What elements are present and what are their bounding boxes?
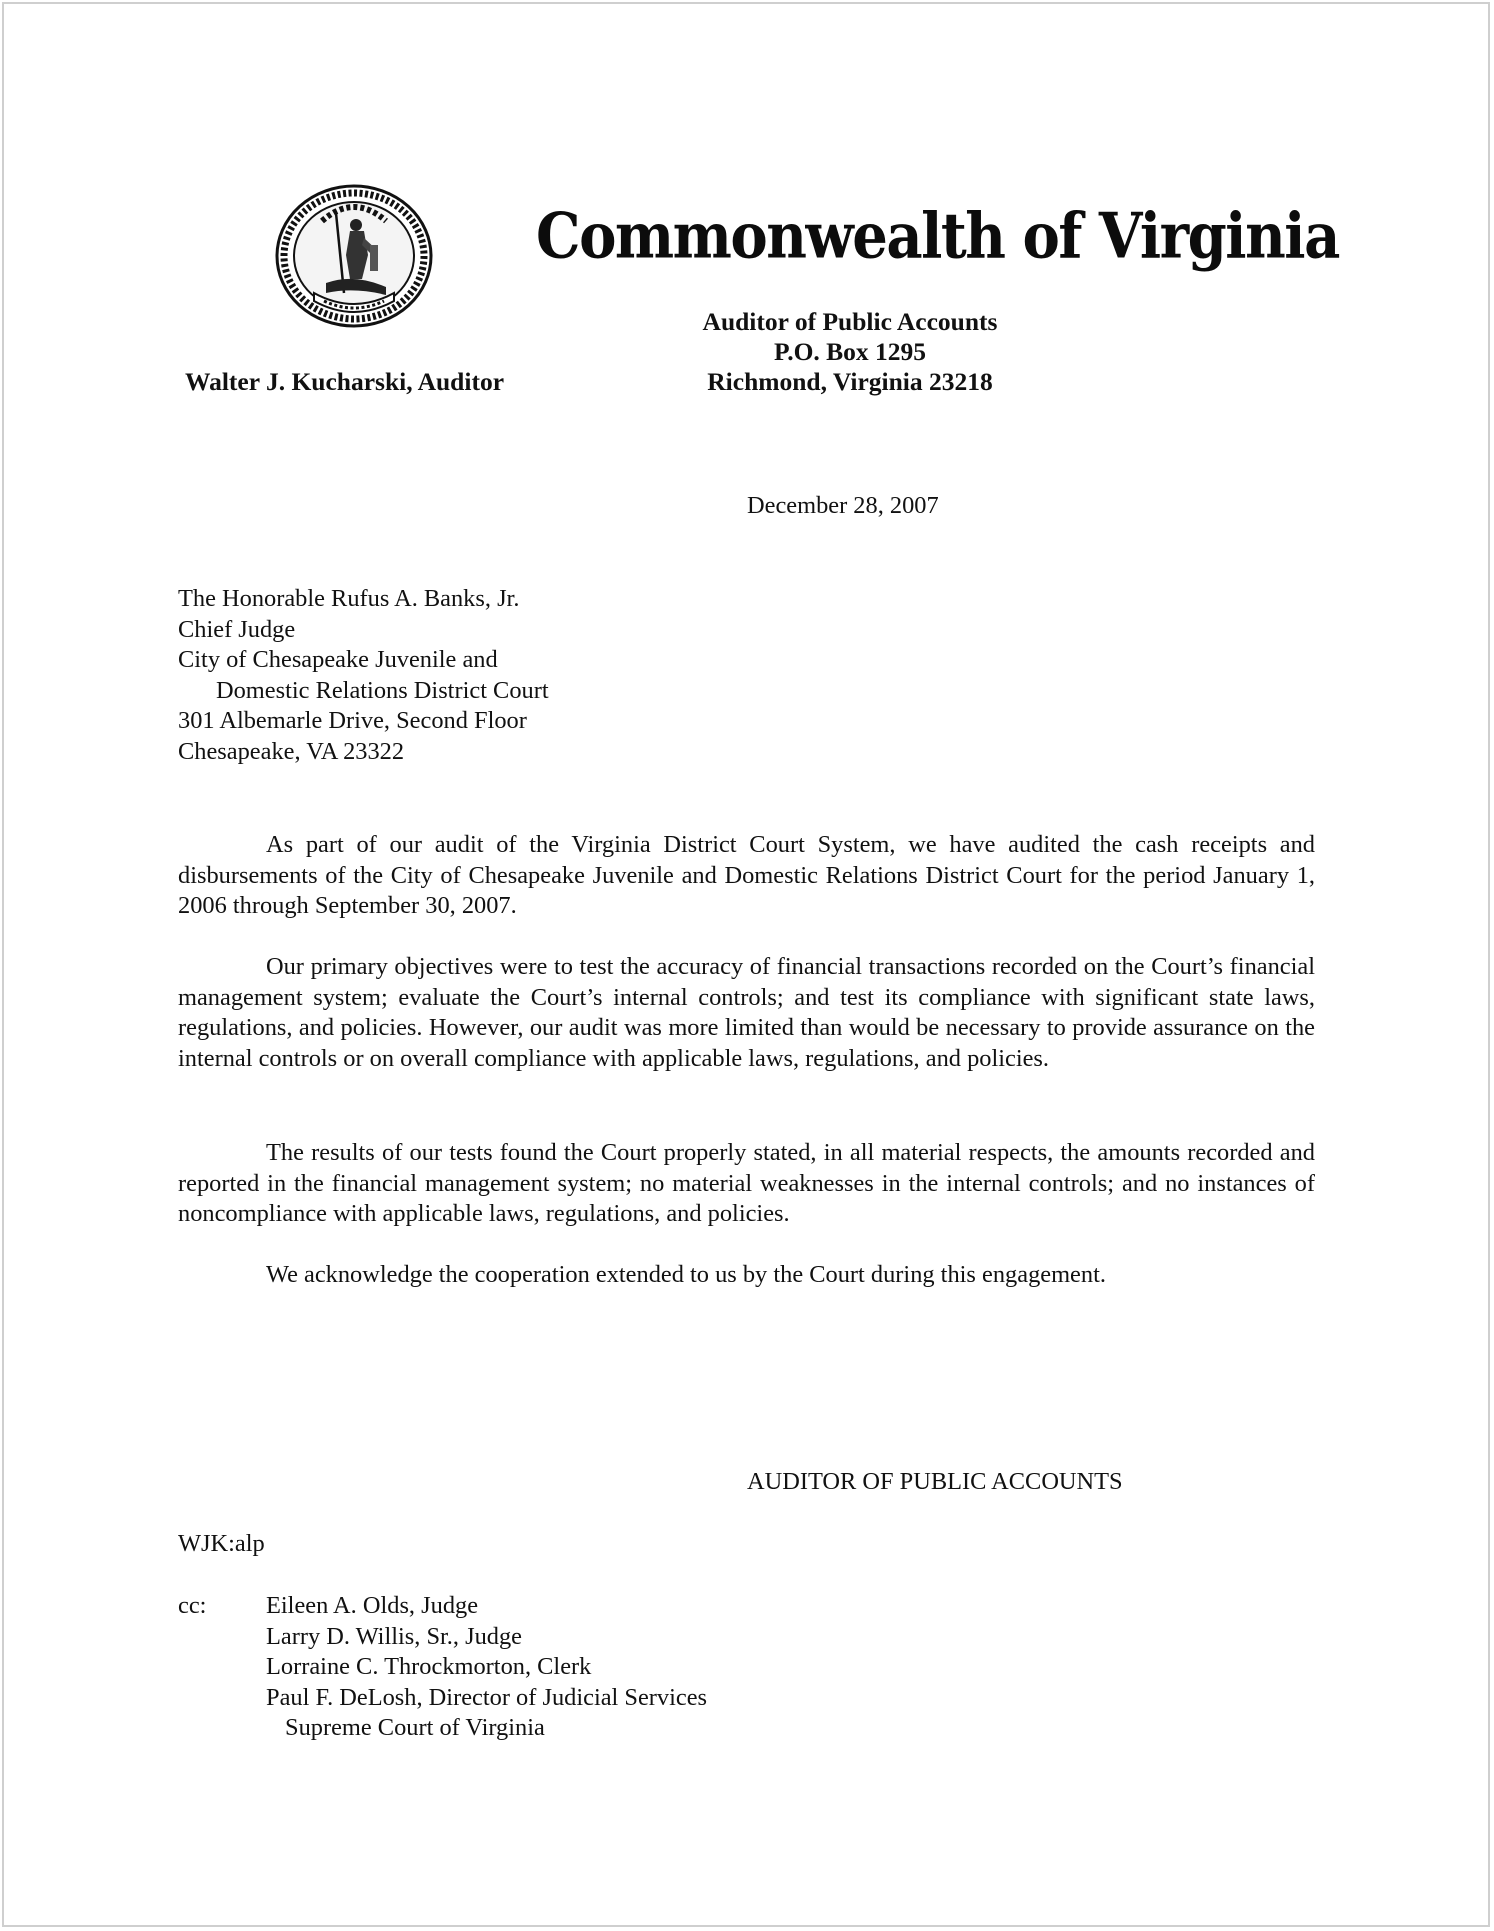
address-line: Chief Judge <box>178 615 296 643</box>
office-address-block <box>600 307 1100 397</box>
letter-date: December 28, 2007 <box>747 492 939 519</box>
body-paragraph: The results of our tests found the Court properly stated, in all material respects, the amounts recorded and reported in the financial management system; no material weaknesses in the internal controls; and no instances of noncompliance with applicable laws, regulations, and policies. <box>178 1139 1315 1228</box>
address-line: City of Chesapeake Juvenile and <box>178 646 498 674</box>
letterhead-title: Commonwealth of Virginia <box>536 199 1339 274</box>
cc-recipient: Paul F. DeLosh, Director of Judicial Services <box>266 1683 708 1711</box>
auditor-name: Walter J. Kucharski, Auditor <box>185 367 505 396</box>
body-paragraph: Our primary objectives were to test the accuracy of financial transactions recorded on the Court’s financial management system; evaluate the Court’s internal controls; and test its compliance with significant state laws, regulations, and policies. However, our audit was more limited than would be necessary to provide assurance on the internal controls or on overall compliance with applicable laws, regulations, and policies. <box>178 953 1315 1072</box>
cc-recipient: Larry D. Willis, Sr., Judge <box>266 1622 523 1650</box>
address-line: 301 Albemarle Drive, Second Floor <box>178 707 527 735</box>
cc-recipient: Eileen A. Olds, Judge <box>266 1592 479 1619</box>
cc-recipient: Supreme Court of Virginia <box>285 1714 545 1742</box>
signature-block: AUDITOR OF PUBLIC ACCOUNTS <box>747 1468 1123 1495</box>
address-line: Chesapeake, VA 23322 <box>178 737 405 765</box>
body-paragraph: We acknowledge the cooperation extended to us by the Court during this engagement. <box>266 1261 1106 1288</box>
reference-initials: WJK:alp <box>178 1530 265 1557</box>
body-paragraph: As part of our audit of the Virginia District Court System, we have audited the cash receipts and disbursements of the City of Chesapeake Juvenile and Domestic Relations District Court for the period January 1, 2006 through September 30, 2007. <box>178 831 1315 920</box>
recipient-address <box>178 584 549 768</box>
address-line: The Honorable Rufus A. Banks, Jr. <box>178 585 520 612</box>
cc-recipient: Lorraine C. Throckmorton, Clerk <box>266 1653 592 1681</box>
address-line: Domestic Relations District Court <box>216 676 549 704</box>
cc-label: cc: <box>178 1592 207 1619</box>
office-name: Auditor of Public Accounts <box>702 307 998 336</box>
po-box: P.O. Box 1295 <box>773 337 927 366</box>
cc-list <box>266 1591 707 1744</box>
office-city: Richmond, Virginia 23218 <box>707 367 993 396</box>
virginia-seal-icon <box>274 183 434 329</box>
